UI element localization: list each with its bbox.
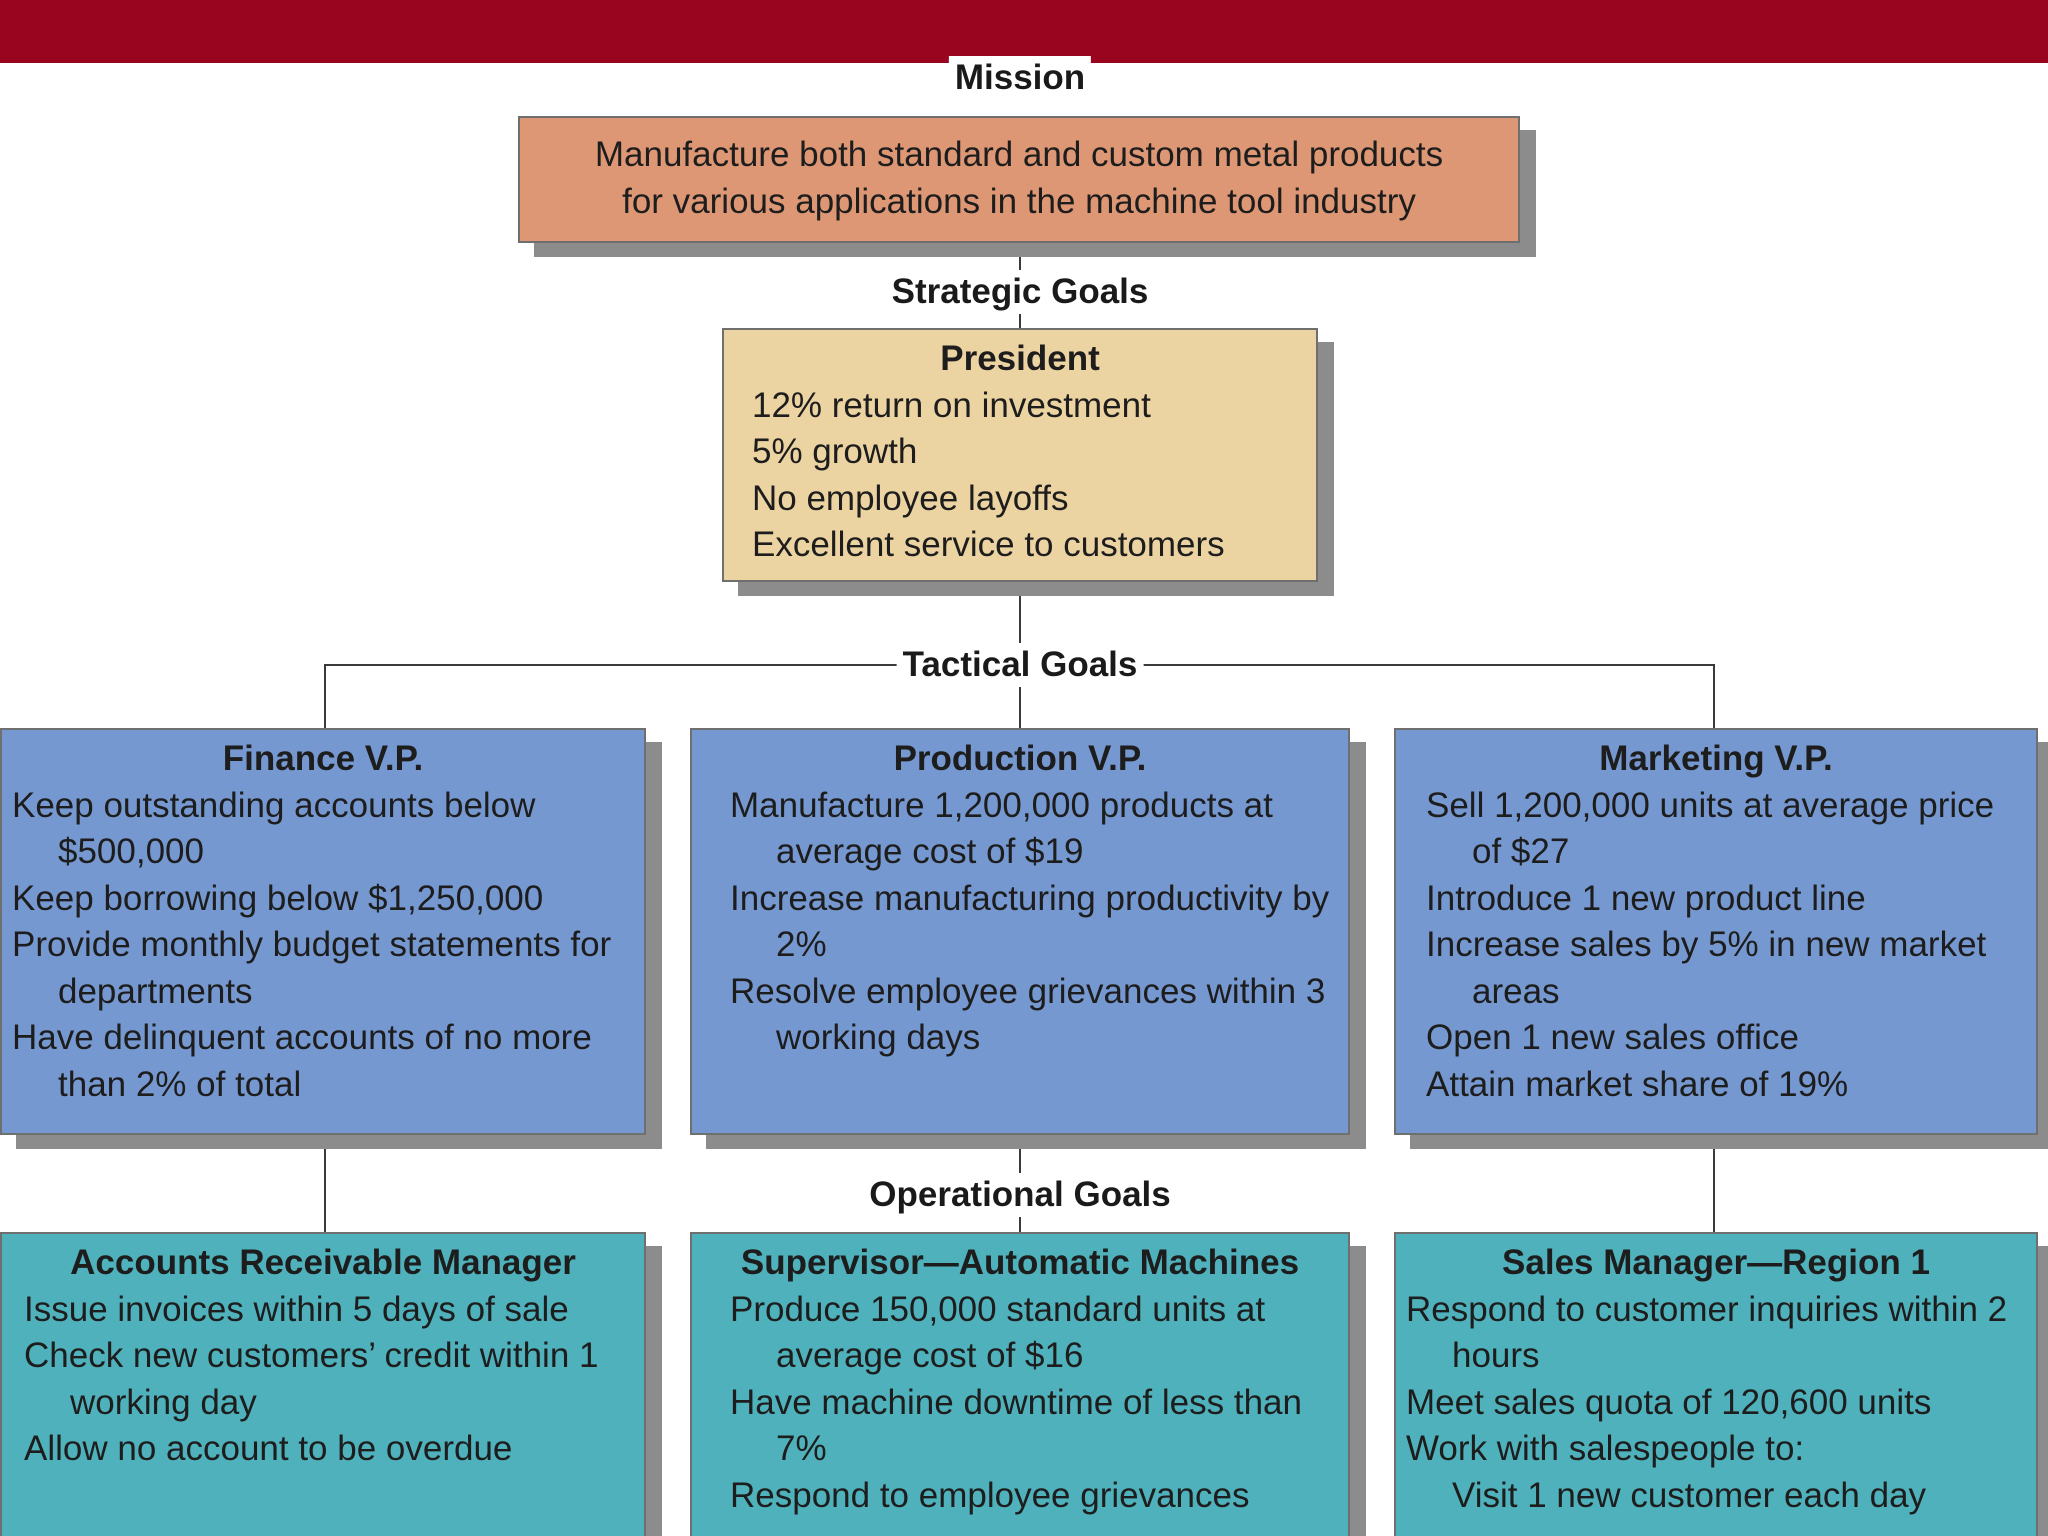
finance-vp-box xyxy=(0,728,646,1135)
goal-item: Increase sales by 5% in new market areas xyxy=(1426,925,1987,1011)
goal-list xyxy=(24,1287,634,1473)
goal-item: Allow no account to be overdue xyxy=(24,1429,513,1468)
production-vp-box xyxy=(690,728,1350,1135)
goal-item: 12% return on investment xyxy=(752,385,1151,425)
goal-item: Manufacture 1,200,000 products at average cost of $19 xyxy=(730,785,1273,871)
goal-item: Produce 150,000 standard units at average cost of $16 xyxy=(730,1289,1266,1375)
goal-item: Respond to employee grievances xyxy=(730,1475,1250,1515)
mission-box xyxy=(518,116,1520,243)
goal-item: Work with salespeople to: xyxy=(1406,1429,1805,1468)
sales-manager-box xyxy=(1394,1232,2038,1536)
goal-item: 5% growth xyxy=(752,432,918,471)
mission-line: Manufacture both standard and custom metal products xyxy=(594,135,1444,174)
box-title: Accounts Receivable Manager xyxy=(70,1243,576,1282)
goal-item: Check new customers’ credit within 1 working day xyxy=(24,1336,599,1422)
box-title: President xyxy=(940,339,1100,378)
goal-item: Visit 1 new customer each day xyxy=(1452,1475,1927,1515)
goal-item: Resolve employee grievances within 3 working days xyxy=(730,971,1326,1057)
box-title: Sales Manager—Region 1 xyxy=(1502,1243,1930,1282)
box-title: Finance V.P. xyxy=(222,739,424,778)
supervisor-box xyxy=(690,1232,1350,1536)
goal-item: Have delinquent accounts of no more than 2% of total xyxy=(12,1018,592,1104)
goal-item: Keep borrowing below $1,250,000 xyxy=(12,878,544,918)
box-title: Production V.P. xyxy=(893,739,1147,778)
goal-item: Open 1 new sales office xyxy=(1426,1018,1799,1057)
president-box xyxy=(722,328,1318,582)
level-label-tactical: Tactical Goals xyxy=(897,643,1144,687)
goal-list xyxy=(12,783,634,1109)
goal-list xyxy=(752,383,1288,569)
level-label-operational: Operational Goals xyxy=(863,1173,1176,1217)
level-label-strategic: Strategic Goals xyxy=(886,270,1155,314)
goal-item: Increase manufacturing productivity by 2% xyxy=(730,878,1330,964)
box-title: Supervisor—Automatic Machines xyxy=(740,1243,1300,1282)
goal-list xyxy=(730,783,1338,1062)
goal-item: Meet sales quota of 120,600 units xyxy=(1406,1382,1932,1422)
goal-list xyxy=(1426,783,2026,1109)
box-title: Marketing V.P. xyxy=(1599,739,1833,778)
goal-item: Introduce 1 new product line xyxy=(1426,878,1866,918)
level-label-mission: Mission xyxy=(949,56,1091,100)
goal-list xyxy=(1406,1287,2026,1520)
goal-item: Attain market share of 19% xyxy=(1426,1064,1849,1104)
goal-item: No employee layoffs xyxy=(752,478,1069,518)
goal-item: Respond to customer inquiries within 2 hours xyxy=(1406,1289,2008,1375)
goal-item: Provide monthly budget statements for departments xyxy=(12,925,612,1011)
accounts-receivable-box xyxy=(0,1232,646,1536)
mission-line: for various applications in the machine tool industry xyxy=(622,181,1416,221)
goal-item: Excellent service to customers xyxy=(752,525,1225,564)
marketing-vp-box xyxy=(1394,728,2038,1135)
goal-list xyxy=(730,1287,1338,1520)
goal-item: Sell 1,200,000 units at average price of $27 xyxy=(1426,785,1995,871)
goal-item: Issue invoices within 5 days of sale xyxy=(24,1289,569,1329)
goal-item: Have machine downtime of less than 7% xyxy=(730,1382,1302,1468)
goal-item: Keep outstanding accounts below $500,000 xyxy=(12,785,536,871)
